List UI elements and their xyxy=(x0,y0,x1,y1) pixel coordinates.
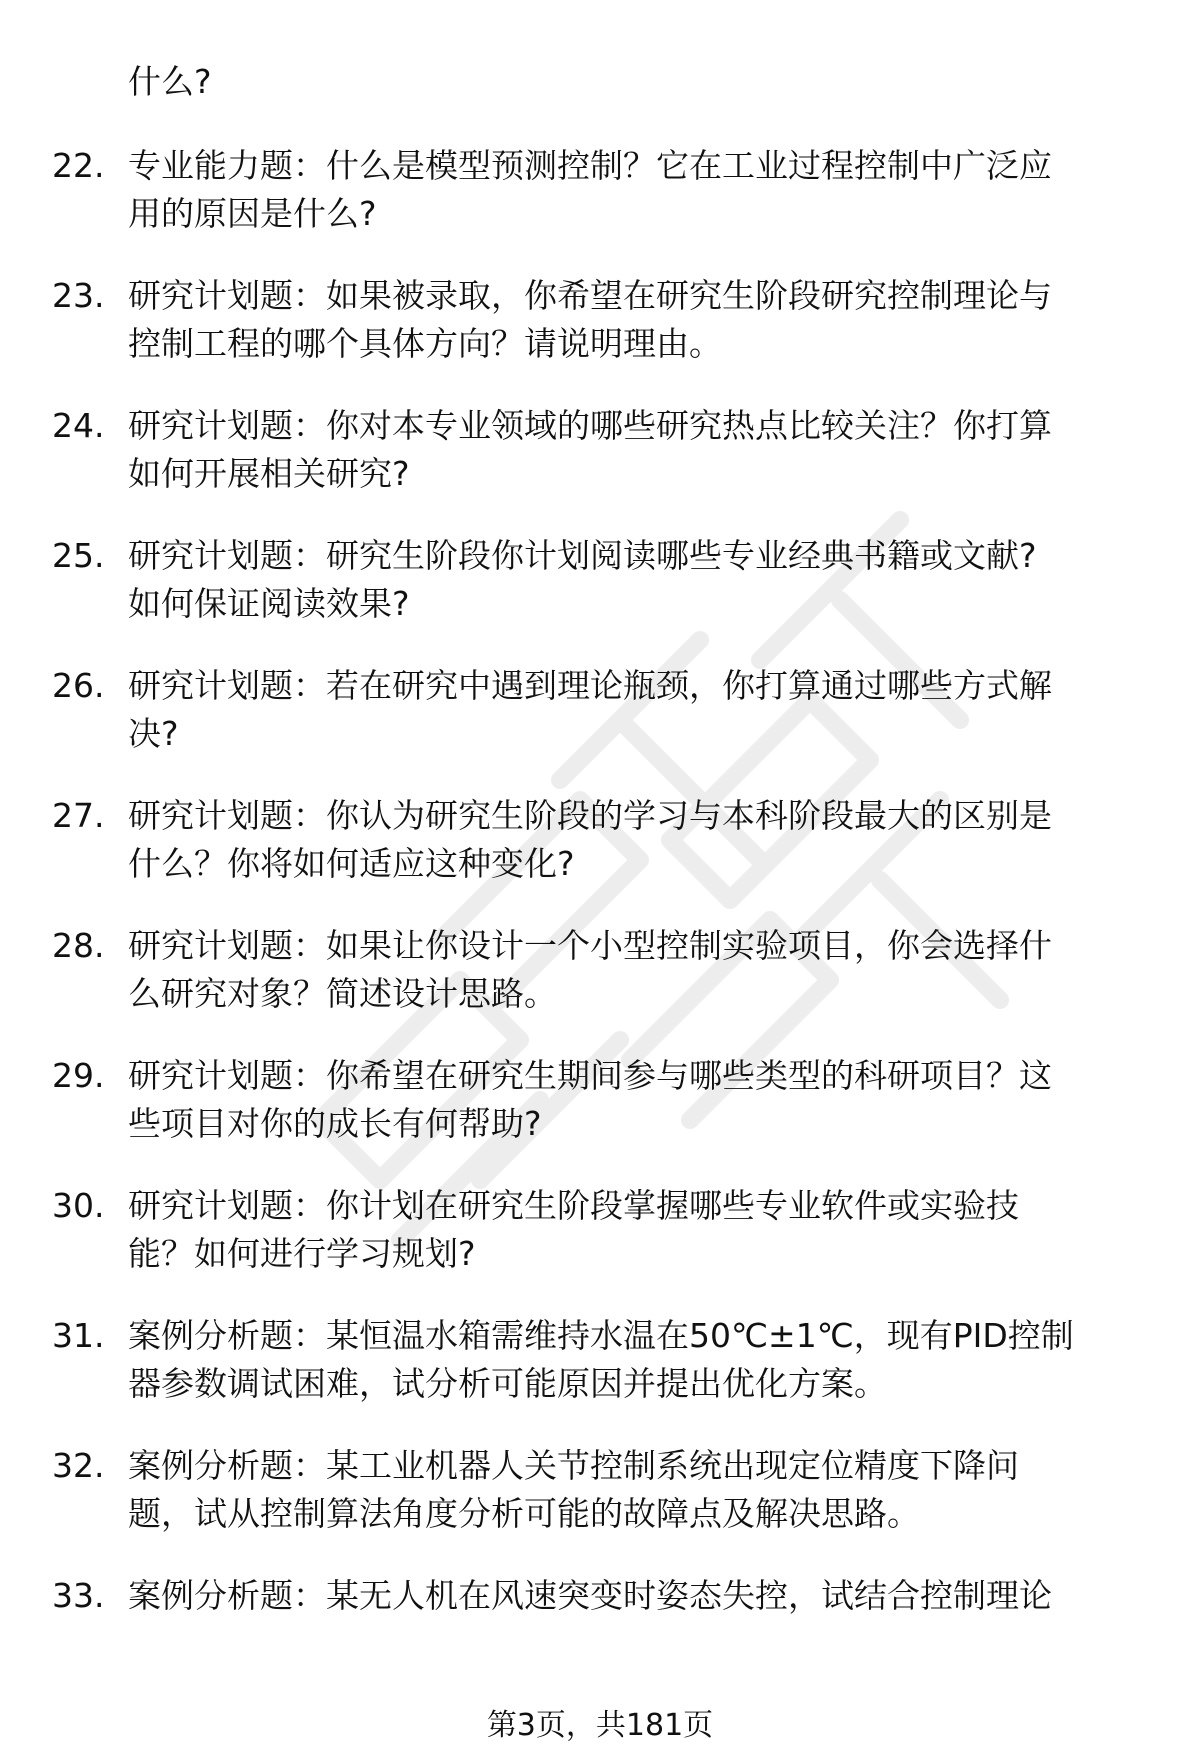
question-number: 27. xyxy=(52,796,105,835)
question-text-line: 些项目对你的成长有何帮助? xyxy=(128,1104,542,1143)
question-text-line: 专业能力题：什么是模型预测控制？它在工业过程控制中广泛应 xyxy=(128,146,1052,185)
question-text xyxy=(0,1312,1143,1408)
page-footer: 第3页，共181页 xyxy=(486,1708,714,1743)
question-number: 29. xyxy=(52,1056,105,1095)
question-text-line: 研究计划题：研究生阶段你计划阅读哪些专业经典书籍或文献? xyxy=(128,536,1037,575)
question-text xyxy=(0,402,1143,498)
question-item xyxy=(0,402,1200,498)
question-item xyxy=(0,922,1200,1018)
question-text-line: 案例分析题：某无人机在风速突变时姿态失控，试结合控制理论 xyxy=(128,1576,1052,1615)
continuation-text: 什么? xyxy=(128,62,212,101)
question-item xyxy=(0,1572,1200,1620)
question-text-line: 用的原因是什么? xyxy=(128,194,377,233)
question-number: 23. xyxy=(52,276,105,315)
question-item xyxy=(0,1442,1200,1538)
question-text-line: 能？如何进行学习规划? xyxy=(128,1234,476,1273)
question-text-line: 研究计划题：你认为研究生阶段的学习与本科阶段最大的区别是 xyxy=(128,796,1052,835)
question-text xyxy=(0,1182,1143,1278)
question-item xyxy=(0,1182,1200,1278)
question-text xyxy=(0,272,1143,368)
question-text-line: 如何开展相关研究? xyxy=(128,454,410,493)
question-text xyxy=(0,142,1143,238)
question-item xyxy=(0,662,1200,758)
question-text-line: 研究计划题：若在研究中遇到理论瓶颈，你打算通过哪些方式解 xyxy=(128,666,1052,705)
question-text-line: 什么？你将如何适应这种变化? xyxy=(128,844,575,883)
question-number: 30. xyxy=(52,1186,105,1225)
question-item xyxy=(0,532,1200,628)
question-item xyxy=(0,1312,1200,1408)
question-text-line: 题，试从控制算法角度分析可能的故障点及解决思路。 xyxy=(128,1494,920,1533)
question-text xyxy=(0,792,1143,888)
question-number: 32. xyxy=(52,1446,105,1485)
question-number: 22. xyxy=(52,146,105,185)
question-text-line: 控制工程的哪个具体方向？请说明理由。 xyxy=(128,324,722,363)
question-list xyxy=(0,142,1200,1620)
question-item xyxy=(0,792,1200,888)
question-text xyxy=(0,922,1143,1018)
question-text-line: 决? xyxy=(128,714,179,753)
question-number: 24. xyxy=(52,406,105,445)
question-text xyxy=(0,1052,1143,1148)
question-text xyxy=(0,1572,1143,1620)
question-number: 26. xyxy=(52,666,105,705)
question-number: 31. xyxy=(52,1316,105,1355)
question-text-line: 研究计划题：如果被录取，你希望在研究生阶段研究控制理论与 xyxy=(128,276,1052,315)
question-text xyxy=(0,1442,1143,1538)
question-text xyxy=(0,532,1143,628)
question-text-line: 研究计划题：如果让你设计一个小型控制实验项目，你会选择什 xyxy=(128,926,1052,965)
question-text-line: 案例分析题：某工业机器人关节控制系统出现定位精度下降问 xyxy=(128,1446,1019,1485)
question-number: 33. xyxy=(52,1576,105,1615)
question-text-line: 研究计划题：你对本专业领域的哪些研究热点比较关注？你打算 xyxy=(128,406,1052,445)
question-text-line: 研究计划题：你希望在研究生期间参与哪些类型的科研项目？这 xyxy=(128,1056,1052,1095)
question-text-line: 器参数调试困难，试分析可能原因并提出优化方案。 xyxy=(128,1364,887,1403)
question-number: 25. xyxy=(52,536,105,575)
question-text xyxy=(0,662,1143,758)
question-item xyxy=(0,272,1200,368)
question-item xyxy=(0,142,1200,238)
question-text-line: 研究计划题：你计划在研究生阶段掌握哪些专业软件或实验技 xyxy=(128,1186,1019,1225)
question-text-line: 么研究对象？简述设计思路。 xyxy=(128,974,557,1013)
document-content xyxy=(0,58,1200,1620)
question-text-line: 如何保证阅读效果? xyxy=(128,584,410,623)
question-text-line: 案例分析题：某恒温水箱需维持水温在50℃±1℃，现有PID控制 xyxy=(128,1316,1074,1355)
question-number: 28. xyxy=(52,926,105,965)
question-item xyxy=(0,1052,1200,1148)
